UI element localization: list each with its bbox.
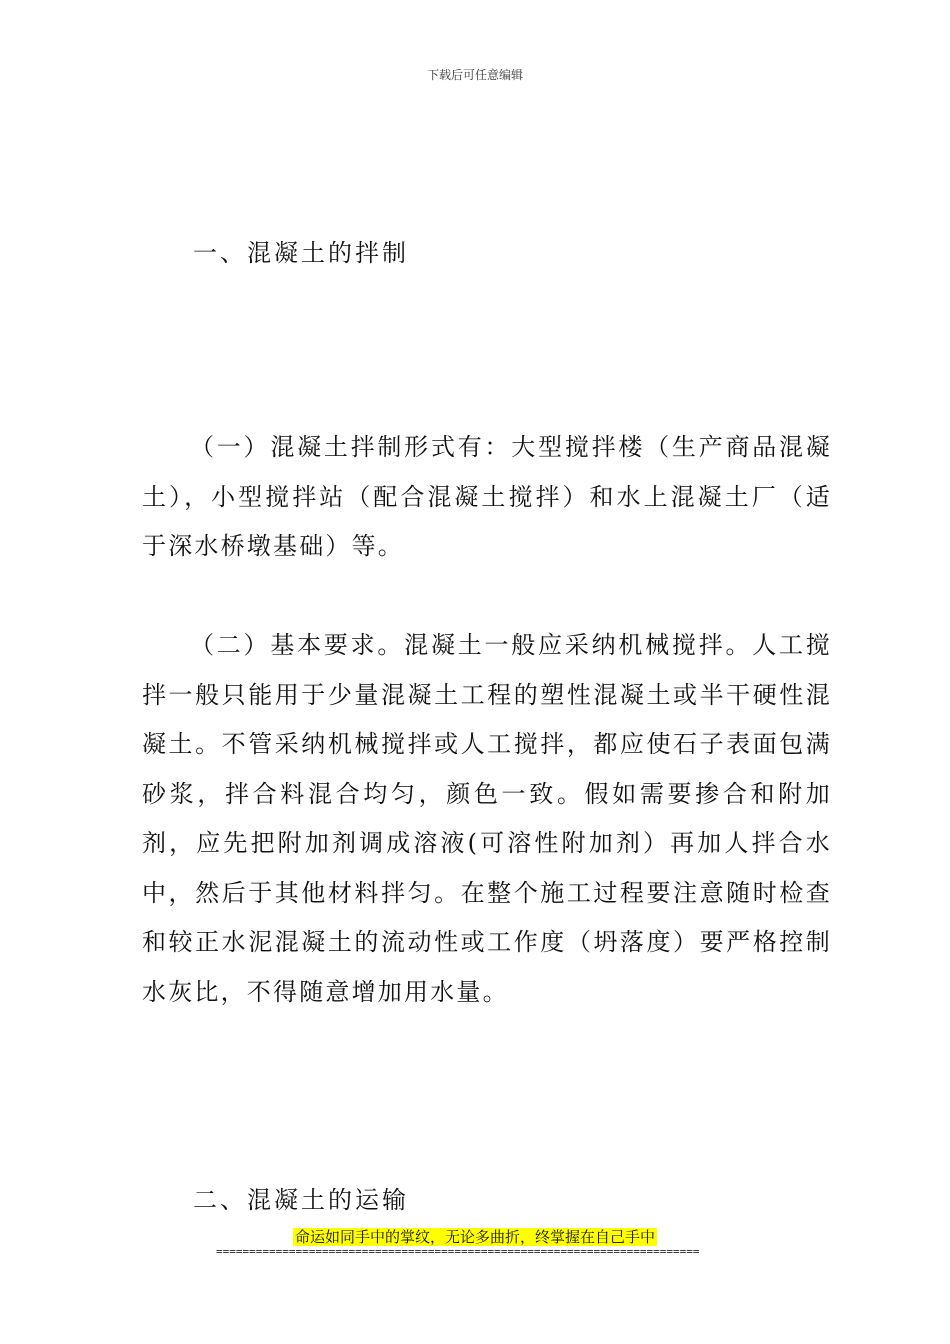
header-note: 下载后可任意编辑 (426, 68, 523, 82)
paragraph-mixing-forms: （一）混凝土拌制形式有：大型搅拌楼（生产商品混凝土），小型搅拌站（配合混凝土搅拌）和水上混凝土厂（适于深水桥墩基础）等。 (142, 433, 832, 560)
section-heading-transport: 二、混凝土的运输 (193, 1186, 409, 1214)
footer-quote-text: 命运如同手中的掌纹，无论多曲折，终掌握在自己手中 (294, 1228, 655, 1246)
footer-quote (0, 1227, 950, 1247)
section-heading-mixing: 一、混凝土的拌制 (193, 239, 409, 267)
footer-divider: ========================================================================= (216, 1245, 700, 1258)
paragraph-basic-requirements: （二）基本要求。混凝土一般应采纳机械搅拌。人工搅拌一般只能用于少量混凝土工程的塑性混凝土或半干硬性混凝土。不管采纳机械搅拌或人工搅拌，都应使石子表面包满砂浆，拌合料混合均匀，颜色一致。假如需要掺合和附加剂，应先把附加剂调成溶液(可溶性附加剂）再加人拌合水中，然后于其他材料拌匀。在整个施工过程要注意随时检查和较正水泥混凝土的流动性或工作度（坍落度）要严格控制水灰比，不得随意增加用水量。 (142, 631, 832, 1006)
